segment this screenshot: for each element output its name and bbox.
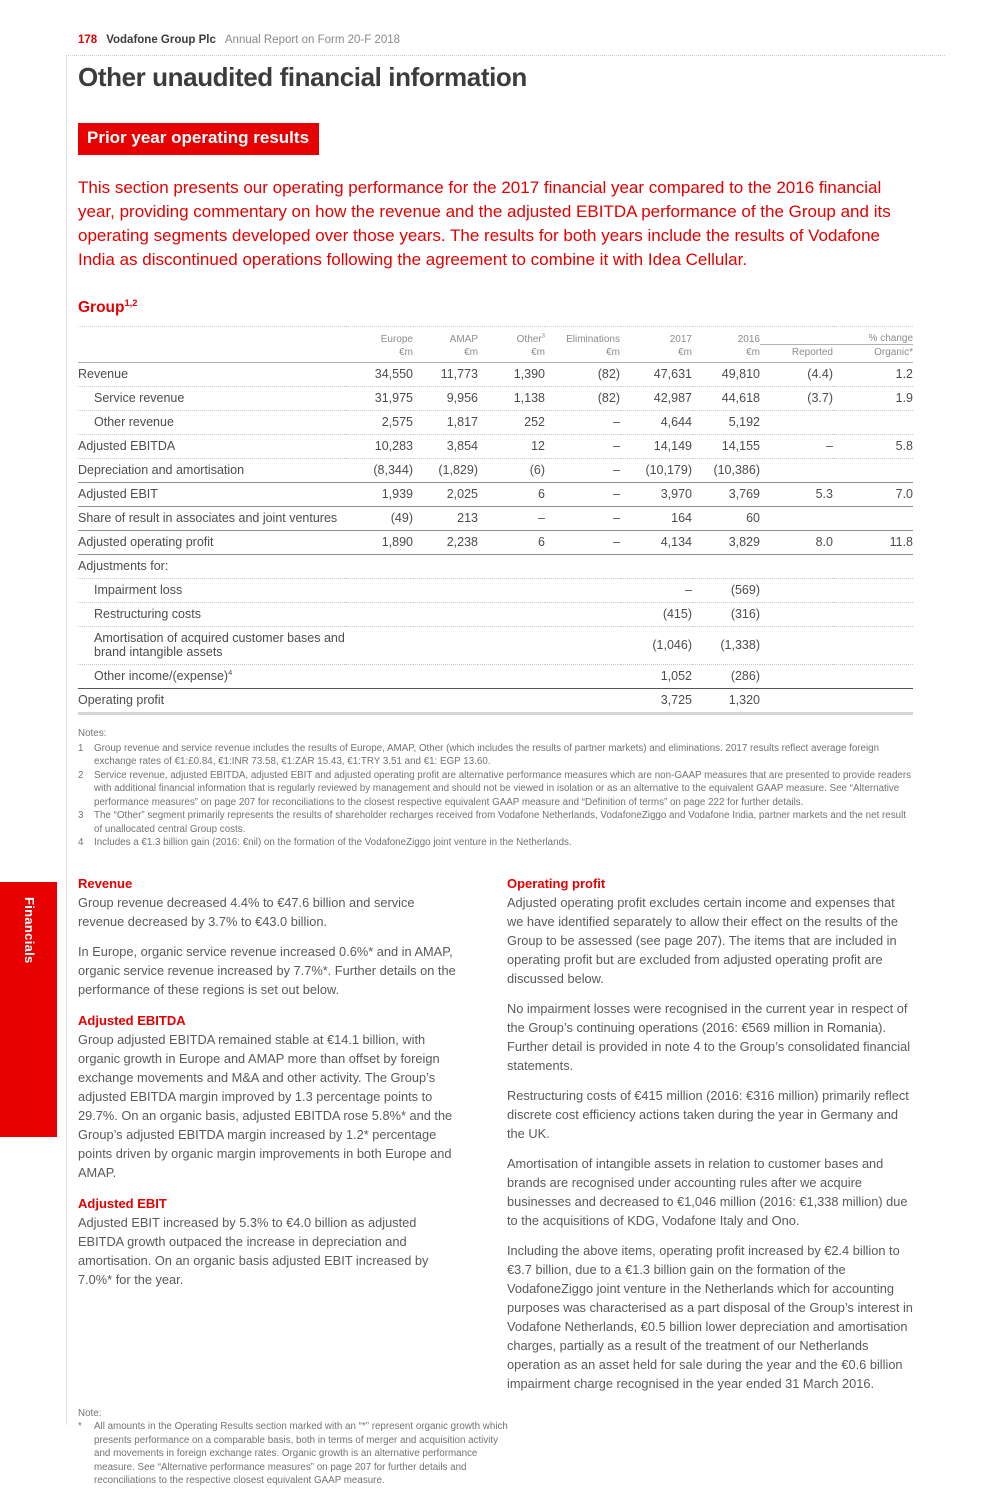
value-cell: [760, 689, 833, 714]
body-paragraph: No impairment losses were recognised in the current year in respect of the Group’s continuing operations (2016: €569 million in Romania). Further detail is provided in note 4 to the Group’s consolidated financial statements.: [507, 1000, 911, 1073]
value-cell: [833, 579, 913, 603]
page-header: [78, 34, 400, 46]
note-number: 4: [78, 837, 84, 848]
value-cell: –: [538, 511, 545, 525]
row-label: Revenue: [78, 367, 129, 381]
body-paragraph: Amortisation of intangible assets in relation to customer bases and brands are recognised under accounting rules after we acquire businesses and decreased to €1,046 million (2016: €1,338 million) due to the acquisitions of KDG, Vodafone Italy and Ono.: [507, 1155, 908, 1228]
value-cell: [760, 507, 833, 531]
value-cell: [413, 665, 478, 689]
row-label: Adjustments for:: [78, 559, 169, 573]
value-cell: [760, 627, 833, 665]
value-cell: 3,769: [728, 487, 760, 501]
value-cell: [345, 627, 413, 665]
column-header: [345, 327, 413, 345]
section-heading: Revenue: [78, 875, 133, 891]
row-label-footnote-ref: 4: [228, 667, 233, 677]
value-cell: [545, 665, 620, 689]
body-paragraph: Adjusted operating profit excludes certain income and expenses that we have identified separately to allow their effect on the results of the Group to be assessed (see page 207). The items that are included in operating profit but are excluded from adjusted operating profit are discussed below.: [507, 894, 899, 986]
value-cell: 5.8: [895, 439, 914, 453]
note-number: 3: [78, 810, 84, 821]
column-header: [413, 327, 478, 345]
value-cell: [545, 689, 620, 714]
value-cell: (49): [390, 511, 413, 525]
value-cell: 34,550: [374, 367, 413, 381]
value-cell: [478, 665, 545, 689]
value-cell: [833, 665, 913, 689]
table-row: [78, 483, 913, 507]
row-label-cell: [78, 363, 345, 387]
value-cell: 6: [538, 487, 545, 501]
value-cell: [413, 603, 478, 627]
table-header-row-groups: [78, 327, 913, 345]
page-content: [78, 62, 913, 1488]
section-heading: Operating profit: [507, 875, 606, 891]
value-cell: 252: [524, 415, 545, 429]
value-cell: 1.2: [895, 367, 914, 381]
body-paragraph: In Europe, organic service revenue increased 0.6%* and in AMAP, organic service revenue increased by 7.7%*. Further details on the performance of these regions is set out below.: [78, 943, 456, 997]
column-header: [692, 327, 760, 345]
value-cell: [345, 579, 413, 603]
value-cell: [478, 579, 545, 603]
value-cell: 42,987: [653, 391, 692, 405]
value-cell: [833, 507, 913, 531]
value-cell: 14,149: [653, 439, 692, 453]
row-label-cell: [78, 531, 345, 555]
value-cell: [545, 603, 620, 627]
value-cell: (286): [730, 669, 760, 683]
table-row: [78, 435, 913, 459]
value-cell: 8.0: [815, 535, 833, 549]
value-cell: 60: [746, 511, 760, 525]
row-label-cell: [78, 459, 345, 483]
note-item: [78, 809, 913, 836]
table-row: [78, 363, 913, 387]
value-cell: 1,890: [381, 535, 413, 549]
value-cell: –: [613, 487, 620, 501]
table-row: [78, 507, 913, 531]
value-cell: [760, 579, 833, 603]
footnote-text: All amounts in the Operating Results section marked with an “*” represent organic growth which presents performance on a comparable basis, both in terms of merger and acquisition activity and movements in foreign exchange rates. Organic growth is an alternative performance measure. See “Alternative performance measures” on page 207 for further details and reconciliations to the respective closest equivalent GAAP measure.: [94, 1421, 508, 1486]
value-cell: 3,725: [660, 693, 692, 707]
value-cell: [345, 555, 413, 579]
row-label: Depreciation and amortisation: [78, 463, 245, 477]
row-label-cell: [78, 579, 345, 603]
section-heading: Adjusted EBIT: [78, 1195, 167, 1211]
value-cell: 10,283: [374, 439, 413, 453]
body-paragraph: Group adjusted EBITDA remained stable at €14.1 billion, with organic growth in Europe and AMAP more than offset by foreign exchange movements and M&A and other activity. The Group’s adjusted EBITDA margin improved by 1.3 percentage points to 29.7%. On an organic basis, adjusted EBITDA rose 5.8%* and the Group’s adjusted EBITDA margin increased by 1.2* percentage points driven by organic margin improvements in both Europe and AMAP.: [78, 1031, 453, 1180]
row-label-cell: [78, 665, 345, 689]
value-cell: [760, 665, 833, 689]
note-number: 2: [78, 769, 84, 781]
value-cell: 1,817: [446, 415, 478, 429]
value-cell: [413, 579, 478, 603]
value-cell: [760, 459, 833, 483]
value-cell: –: [613, 463, 620, 477]
value-cell: 47,631: [653, 367, 692, 381]
value-cell: –: [613, 439, 620, 453]
value-cell: 49,810: [721, 367, 760, 381]
value-cell: 1,138: [513, 391, 545, 405]
footnote-title: Note:: [78, 1407, 102, 1419]
value-cell: 3,854: [446, 439, 478, 453]
value-cell: –: [685, 583, 692, 597]
table-row: [78, 627, 913, 665]
row-label-cell: [78, 603, 345, 627]
column-header: [620, 327, 692, 345]
value-cell: 31,975: [374, 391, 413, 405]
value-cell: 4,134: [660, 535, 692, 549]
value-cell: 213: [457, 511, 478, 525]
note-item: [78, 742, 913, 769]
column-unit: €m: [678, 347, 692, 358]
row-label: Restructuring costs: [94, 607, 201, 621]
value-cell: 2,025: [446, 487, 478, 501]
table-row: [78, 411, 913, 435]
note-text: Group revenue and service revenue includes the results of Europe, AMAP, Other (which includes the results of partner markets) and eliminations. 2017 results reflect average foreign exchange rates of €1:£0.84, €1:INR 73.58, €1:ZAR 15.43, €1:TRY 3.51 and €1: EGP 13.60.: [94, 742, 880, 767]
body-paragraph: Group revenue decreased 4.4% to €47.6 billion and service revenue decreased by 3.7% to €43.0 billion.: [78, 894, 415, 929]
column-header-label: Eliminations: [566, 333, 620, 345]
row-label: Operating profit: [78, 693, 165, 707]
value-cell: [760, 411, 833, 435]
row-label: Other income/(expense): [94, 669, 229, 683]
value-cell: [545, 555, 620, 579]
value-cell: [620, 555, 692, 579]
column-header: [545, 327, 620, 345]
value-cell: 11,773: [440, 367, 478, 381]
table-row: [78, 689, 913, 714]
section-badge: Prior year operating results: [78, 123, 319, 155]
column-header-label: Europe: [380, 333, 413, 345]
footnote-marker: *: [78, 1421, 82, 1432]
value-cell: (10,179): [645, 463, 692, 477]
value-cell: 5,192: [728, 415, 760, 429]
pct-change-sub-header: Organic*: [874, 347, 914, 358]
body-paragraph: Restructuring costs of €415 million (2016: €316 million) primarily reflect discrete cost efficiency actions taken during the year in Germany and the UK.: [507, 1087, 909, 1141]
column-header-label: Other: [516, 333, 542, 345]
value-cell: 2,575: [381, 415, 413, 429]
row-label-cell: [78, 689, 345, 714]
row-label: Share of result in associates and joint ventures: [78, 511, 338, 525]
value-cell: [545, 579, 620, 603]
value-cell: [478, 603, 545, 627]
row-label-cell: [78, 387, 345, 411]
group-results-table: [78, 326, 913, 715]
column-header-label: 2016: [737, 333, 760, 345]
table-body: [78, 363, 913, 714]
row-label-cell: [78, 435, 345, 459]
body-paragraph: Including the above items, operating profit increased by €2.4 billion to €3.7 billion, due to a €1.3 billion gain on the formation of the VodafoneZiggo joint venture in the Netherlands which for accounting purposes was characterised as a part disposal of the Group’s interest in Vodafone Netherlands, €0.5 billion lower depreciation and amortisation charges, partially as a result of the treatment of our Netherlands operation as an asset held for sale during the year and the €0.6 billion impairment charge recognised in the year ended 31 March 2016.: [507, 1242, 913, 1391]
value-cell: 9,956: [446, 391, 478, 405]
value-cell: 3,970: [660, 487, 692, 501]
column-unit: €m: [399, 347, 413, 358]
value-cell: [345, 603, 413, 627]
value-cell: –: [613, 511, 620, 525]
value-cell: 6: [538, 535, 545, 549]
value-cell: [413, 689, 478, 714]
table-notes: [78, 727, 913, 850]
column-unit: €m: [464, 347, 478, 358]
value-cell: 12: [531, 439, 545, 453]
note-item: [78, 836, 913, 850]
table-row: [78, 555, 913, 579]
column-header-footnote-ref: 3: [541, 333, 545, 340]
value-cell: –: [613, 415, 620, 429]
value-cell: 44,618: [721, 391, 760, 405]
row-label: Other revenue: [94, 415, 174, 429]
group-heading-label: Group: [78, 299, 125, 316]
value-cell: [833, 603, 913, 627]
value-cell: [692, 555, 760, 579]
intro-paragraph: This section presents our operating performance for the 2017 financial year compared to the 2016 financial year, providing commentary on how the revenue and the adjusted EBITDA performance of the Group and its operating segments developed over those years. The results for both years include the results of Vodafone India as discontinued operations following the agreement to combine it with Idea Cellular.: [78, 178, 891, 269]
page-number: 178: [78, 34, 98, 46]
row-label: Amortisation of acquired customer bases and brand intangible assets: [94, 631, 345, 659]
value-cell: (415): [662, 607, 692, 621]
row-label-cell: [78, 627, 345, 665]
company-name: Vodafone Group Plc: [106, 34, 216, 46]
value-cell: (1,829): [438, 463, 478, 477]
row-label-cell: [78, 483, 345, 507]
value-cell: [760, 603, 833, 627]
pct-change-header: [760, 327, 913, 345]
group-heading-footnote-ref: 1,2: [124, 297, 138, 308]
page-title: Other unaudited financial information: [78, 62, 527, 92]
value-cell: (82): [597, 391, 620, 405]
table-row: [78, 603, 913, 627]
note-item: [78, 769, 913, 810]
row-label: Impairment loss: [94, 583, 183, 597]
value-cell: [833, 411, 913, 435]
value-cell: (82): [597, 367, 620, 381]
row-label: Adjusted EBITDA: [78, 439, 176, 453]
value-cell: 4,644: [660, 415, 692, 429]
table-row: [78, 665, 913, 689]
value-cell: (569): [730, 583, 760, 597]
note-text: The “Other” segment primarily represents the results of shareholder recharges received from Vodafone Netherlands, VodafoneZiggo and Vodafone India, partner markets and the net result of unallocated central Group costs.: [94, 810, 906, 835]
value-cell: (8,344): [373, 463, 413, 477]
value-cell: [833, 555, 913, 579]
row-label-cell: [78, 555, 345, 579]
value-cell: (4.4): [807, 367, 833, 381]
value-cell: [478, 689, 545, 714]
table-header-row-units: [78, 345, 913, 363]
organic-growth-footnote: [78, 1407, 510, 1488]
column-right: [507, 876, 913, 1393]
row-label-cell: [78, 411, 345, 435]
left-guide-line: [66, 56, 67, 1425]
pct-change-sub-header: Reported: [791, 347, 833, 358]
section-heading: Adjusted EBITDA: [78, 1012, 186, 1028]
value-cell: [760, 555, 833, 579]
value-cell: (6): [529, 463, 545, 477]
table-row: [78, 531, 913, 555]
column-header-label: AMAP: [449, 333, 478, 345]
value-cell: [345, 665, 413, 689]
value-cell: [478, 627, 545, 665]
column-header-label: 2017: [669, 333, 692, 345]
column-header: [478, 327, 545, 345]
value-cell: (1,046): [652, 638, 692, 652]
value-cell: 11.8: [889, 535, 914, 549]
value-cell: 2,238: [446, 535, 478, 549]
column-unit: €m: [531, 347, 545, 358]
value-cell: 1,052: [660, 669, 692, 683]
body-paragraph: Adjusted EBIT increased by 5.3% to €4.0 billion as adjusted EBITDA growth outpaced the increase in depreciation and amortisation. On an organic basis adjusted EBIT increased by 7.0%* for the year.: [78, 1214, 429, 1287]
notes-list: [78, 742, 913, 850]
column-left: [78, 876, 460, 1393]
value-cell: 1,939: [381, 487, 413, 501]
value-cell: (1,338): [720, 638, 760, 652]
note-text: Service revenue, adjusted EBITDA, adjusted EBIT and adjusted operating profit are alternative performance measures which are non-GAAP measures that are presented to provide readers with additional financial information that is regularly reviewed by management and should not be viewed in isolation or as an alternative to the equivalent GAAP measure. See “Alternative performance measures” on page 207 for reconciliations to the closest respective equivalent GAAP measure and “Definition of terms” on page 222 for further details.: [94, 769, 912, 808]
note-text: Includes a €1.3 billion gain (2016: €nil) on the formation of the VodafoneZiggo joint venture in the Netherlands.: [94, 837, 572, 848]
table-row: [78, 579, 913, 603]
value-cell: 1,390: [513, 367, 545, 381]
table-corner-cell: [78, 327, 345, 345]
commentary-columns: [78, 876, 913, 1393]
row-label: Adjusted operating profit: [78, 535, 214, 549]
value-cell: 1,320: [728, 693, 760, 707]
table-corner-cell: [78, 345, 345, 363]
value-cell: 5.3: [815, 487, 833, 501]
value-cell: (3.7): [807, 391, 833, 405]
value-cell: [833, 459, 913, 483]
value-cell: [545, 627, 620, 665]
value-cell: 7.0: [895, 487, 914, 501]
column-unit: €m: [606, 347, 620, 358]
value-cell: (316): [730, 607, 760, 621]
value-cell: [413, 627, 478, 665]
notes-title: Notes:: [78, 728, 107, 739]
row-label: Service revenue: [94, 391, 185, 405]
value-cell: 3,829: [728, 535, 760, 549]
value-cell: [833, 689, 913, 714]
value-cell: (10,386): [713, 463, 760, 477]
value-cell: [345, 689, 413, 714]
value-cell: [833, 627, 913, 665]
table-head: [78, 327, 913, 363]
value-cell: [478, 555, 545, 579]
table-row: [78, 387, 913, 411]
sidebar-tab-financials: Financials: [0, 882, 57, 1137]
table-row: [78, 459, 913, 483]
row-label: Adjusted EBIT: [78, 487, 158, 501]
value-cell: –: [826, 439, 833, 453]
value-cell: –: [613, 535, 620, 549]
row-label-cell: [78, 507, 345, 531]
note-number: 1: [78, 742, 84, 754]
group-heading: [78, 299, 913, 317]
header-divider: [66, 55, 945, 56]
report-title: Annual Report on Form 20-F 2018: [224, 34, 401, 46]
column-unit: €m: [746, 347, 760, 358]
value-cell: 14,155: [721, 439, 760, 453]
value-cell: 1.9: [895, 391, 914, 405]
value-cell: [413, 555, 478, 579]
value-cell: 164: [671, 511, 692, 525]
pct-change-label: % change: [868, 333, 914, 344]
